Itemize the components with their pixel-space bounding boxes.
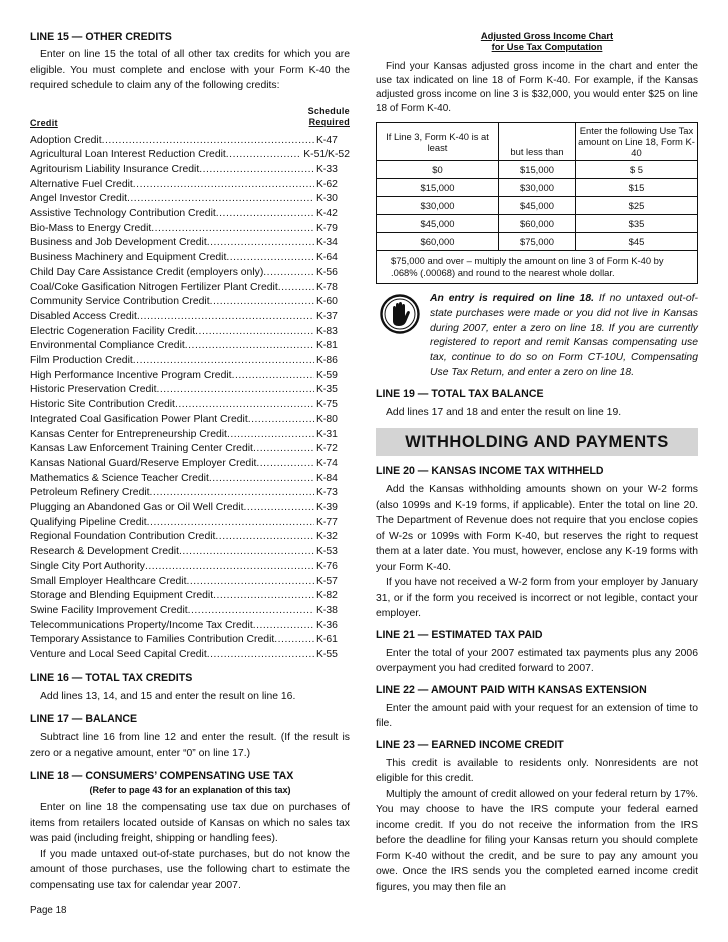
credit-name: Angel Investor Credit	[30, 193, 128, 205]
credit-row	[30, 501, 350, 516]
credit-name: Environmental Compliance Credit	[30, 340, 185, 352]
dot-leader	[213, 589, 314, 604]
credit-name: Business Machinery and Equipment Credit	[30, 252, 227, 264]
credit-name: Storage and Blending Equipment Credit	[30, 590, 214, 602]
chart-header-cell: Enter the following Use Tax amount on Line 18, Form K-40	[576, 123, 698, 161]
chart-row	[377, 233, 698, 251]
schedule-code: K-35	[316, 384, 338, 396]
credit-row	[30, 413, 350, 428]
schedule-code: K-38	[316, 605, 338, 616]
chart-cell: $0	[377, 161, 499, 179]
credit-row	[30, 604, 350, 619]
dot-leader	[133, 354, 314, 369]
schedule-code: K-80	[316, 413, 338, 425]
credit-row	[30, 383, 350, 398]
line15-heading: LINE 15 — OTHER CREDITS	[30, 31, 172, 43]
dot-leader	[147, 516, 314, 531]
schedule-code: K-42	[316, 208, 338, 220]
chart-cell: $45	[576, 233, 698, 251]
credit-name: Small Employer Healthcare Credit	[30, 575, 187, 587]
credit-name: Research & Development Credit	[30, 546, 180, 558]
dot-leader	[145, 560, 314, 575]
line23-text-2: Multiply the amount of credit allowed on your federal return by 17%. You may choose to have the IRS compute your federal earned income credit. If you do not receive the information from the IRS before the deadline for filing your Kansas return you should complete Form K-40 without the credit, and be sure to pay any amount you owe. Once the IRS sends you the completed earned income credit figures, you may then file an	[376, 788, 698, 893]
schedule-code: K-59	[316, 369, 338, 381]
credit-name: Film Production Credit	[30, 355, 133, 367]
chart-note: $75,000 and over – multiply the amount on line 3 of Form K-40 by .068% (.00068) and round to the nearest whole dollar.	[376, 251, 698, 284]
dot-leader	[232, 369, 314, 384]
credit-name: Bio-Mass to Energy Credit	[30, 222, 152, 234]
credit-row	[30, 325, 350, 340]
schedule-code: K-60	[316, 296, 338, 308]
credit-row	[30, 472, 350, 487]
credit-row	[30, 516, 350, 531]
stop-hand-icon	[380, 294, 420, 334]
credit-name: Kansas Center for Entrepreneurship Credit	[30, 428, 227, 440]
line20-text-2: If you have not received a W-2 form from your employer by January 31, or if the form you received is incorrect or not legible, contact your employer.	[376, 577, 698, 620]
credit-name: Plugging an Abandoned Gas or Oil Well Credit	[30, 502, 244, 514]
required-label: Required	[308, 116, 350, 127]
credit-row	[30, 339, 350, 354]
credit-row	[30, 134, 350, 149]
credit-row	[30, 178, 350, 193]
credit-row	[30, 192, 350, 207]
credit-name: Agritourism Liability Insurance Credit	[30, 163, 200, 175]
chart-cell: $15,000	[377, 179, 499, 197]
line15-text: Enter on line 15 the total of all other tax credits for which you are eligible. You must complete and enclose with your Form K-40 the required schedule to claim any of the following credits:	[30, 49, 350, 91]
dot-leader	[216, 207, 314, 222]
credit-name: Telecommunications Property/Income Tax Credit	[30, 619, 253, 631]
schedule-code: K-39	[316, 502, 338, 514]
chart-cell: $ 5	[576, 161, 698, 179]
credit-name: Alternative Fuel Credit	[30, 178, 133, 190]
credit-name: Swine Facility Improvement Credit	[30, 605, 188, 616]
credit-row	[30, 354, 350, 369]
credit-row	[30, 633, 350, 648]
credit-row	[30, 545, 350, 560]
dot-leader	[207, 236, 314, 251]
credit-row	[30, 589, 350, 604]
credit-name: Kansas National Guard/Reserve Employer Credit	[30, 457, 257, 469]
credit-name: Agricultural Loan Interest Reduction Credit	[30, 149, 226, 161]
chart-header-row	[377, 123, 698, 161]
dot-leader	[179, 545, 314, 560]
credit-row	[30, 222, 350, 237]
chart-intro: Find your Kansas adjusted gross income in the chart and enter the use tax indicated on line 18 of Form K-40. For example, if the Kansas adjusted gross income on line 3 is $32,000, you would enter $25 on line 18 of Form K-40.	[376, 61, 698, 114]
chart-title-2: for Use Tax Computation	[491, 41, 603, 52]
credit-row	[30, 236, 350, 251]
credit-name: Petroleum Refinery Credit	[30, 487, 150, 499]
dot-leader	[209, 472, 314, 487]
line22-heading: LINE 22 — AMOUNT PAID WITH KANSAS EXTENSION	[376, 683, 647, 696]
credit-row	[30, 251, 350, 266]
credit-name: Child Day Care Assistance Credit (employers only)	[30, 266, 264, 278]
chart-cell: $25	[576, 197, 698, 215]
schedule-code: K-64	[316, 252, 338, 264]
dot-leader	[256, 457, 314, 472]
credit-column-label: Credit	[30, 117, 58, 128]
schedule-code: K-34	[316, 237, 338, 249]
credit-name: High Performance Incentive Program Credit	[30, 369, 232, 381]
chart-cell: $30,000	[377, 197, 499, 215]
line19-text: Add lines 17 and 18 and enter the result on line 19.	[386, 406, 622, 418]
dot-leader	[207, 648, 314, 663]
dot-leader	[175, 398, 314, 413]
schedule-label: Schedule	[307, 105, 350, 116]
credit-row	[30, 281, 350, 296]
line18-text-1: Enter on line 18 the compensating use tax due on purchases of items from retailers located outside of Kansas on which no sales tax was paid (including freight, shipping or handling fees).	[30, 802, 350, 845]
schedule-code: K-36	[316, 619, 338, 631]
credit-name: Historic Site Contribution Credit	[30, 399, 175, 411]
line18-reference: (Refer to page 43 for an explanation of this tax)	[89, 785, 291, 796]
chart-cell: $45,000	[498, 197, 575, 215]
chart-row	[377, 215, 698, 233]
dot-leader	[127, 192, 314, 207]
schedule-code: K-77	[316, 516, 338, 528]
credit-row	[30, 310, 350, 325]
schedule-code: K-76	[316, 560, 338, 572]
schedule-code: K-74	[316, 457, 338, 469]
line17-text: Subtract line 16 from line 12 and enter the result. (If the result is zero or a negative amount, enter “0” on line 17.)	[30, 732, 350, 759]
credit-row	[30, 442, 350, 457]
credit-row	[30, 369, 350, 384]
credit-row	[30, 148, 350, 163]
dot-leader	[188, 604, 314, 619]
credit-name: Business and Job Development Credit	[30, 237, 207, 249]
dot-leader	[137, 310, 314, 325]
credit-name: Qualifying Pipeline Credit	[30, 516, 147, 528]
dot-leader	[210, 295, 314, 310]
dot-leader	[215, 530, 314, 545]
credit-name: Kansas Law Enforcement Training Center Credit	[30, 443, 253, 455]
schedule-code: K-32	[316, 531, 338, 543]
schedule-code: K-83	[316, 325, 338, 337]
dot-leader	[133, 178, 314, 193]
schedule-code: K-72	[316, 443, 338, 455]
chart-row	[377, 161, 698, 179]
schedule-column-label	[308, 106, 350, 128]
schedule-code: K-79	[316, 222, 338, 234]
chart-cell: $15,000	[498, 161, 575, 179]
schedule-code: K-61	[316, 634, 338, 646]
section-banner: WITHHOLDING AND PAYMENTS	[376, 428, 698, 456]
schedule-code: K-47	[316, 134, 338, 146]
chart-header-cell: If Line 3, Form K-40 is at least	[377, 123, 499, 161]
dot-leader	[226, 148, 301, 163]
schedule-code: K-55	[316, 649, 338, 661]
schedule-code: K-78	[316, 281, 338, 293]
line21-heading: LINE 21 — ESTIMATED TAX PAID	[376, 628, 543, 641]
credit-row	[30, 266, 350, 281]
dot-leader	[150, 486, 314, 501]
line17-heading: LINE 17 — BALANCE	[30, 713, 138, 726]
credit-name: Coal/Coke Gasification Nitrogen Fertilizer Plant Credit	[30, 281, 278, 293]
schedule-code: K-81	[316, 340, 338, 352]
dot-leader	[187, 575, 315, 590]
use-tax-notice	[376, 292, 698, 381]
chart-row	[377, 179, 698, 197]
credits-list	[30, 134, 350, 663]
schedule-code: K-31	[316, 428, 338, 440]
chart-cell: $75,000	[498, 233, 575, 251]
schedule-code: K-53	[316, 546, 338, 558]
credit-row	[30, 530, 350, 545]
line23-text-1: This credit is available to residents only. Nonresidents are not eligible for this credit.	[376, 757, 698, 785]
credit-row	[30, 163, 350, 178]
credit-row	[30, 486, 350, 501]
credit-name: Regional Foundation Contribution Credit	[30, 531, 216, 543]
schedule-code: K-57	[316, 575, 338, 587]
schedule-code: K-86	[316, 355, 338, 367]
schedule-code: K-33	[316, 163, 338, 175]
dot-leader	[226, 251, 314, 266]
credit-name: Integrated Coal Gasification Power Plant Credit	[30, 413, 248, 425]
line16-heading: LINE 16 — TOTAL TAX CREDITS	[30, 671, 193, 684]
credit-row	[30, 398, 350, 413]
line16-text: Add lines 13, 14, and 15 and enter the result on line 16.	[40, 690, 296, 702]
schedule-code: K-30	[316, 193, 338, 205]
dot-leader	[278, 281, 314, 296]
credit-row	[30, 295, 350, 310]
credit-name: Disabled Access Credit	[30, 310, 137, 322]
line20-heading: LINE 20 — KANSAS INCOME TAX WITHHELD	[376, 465, 604, 478]
credit-name: Electric Cogeneration Facility Credit	[30, 325, 196, 337]
chart-header-cell: but less than	[498, 123, 575, 161]
credit-row	[30, 648, 350, 663]
chart-title-1: Adjusted Gross Income Chart	[480, 30, 614, 41]
dot-leader	[253, 619, 314, 634]
dot-leader	[199, 163, 314, 178]
line18-heading: LINE 18 — CONSUMERS’ COMPENSATING USE TAX	[30, 770, 294, 783]
credit-name: Assistive Technology Contribution Credit	[30, 208, 216, 220]
dot-leader	[185, 339, 314, 354]
notice-bold: An entry is required on line 18.	[430, 293, 595, 304]
chart-cell: $60,000	[498, 215, 575, 233]
credits-table-header	[30, 96, 350, 128]
schedule-code: K-62	[316, 178, 338, 190]
chart-cell: $15	[576, 179, 698, 197]
credit-row	[30, 428, 350, 443]
credit-name: Temporary Assistance to Families Contribution Credit	[30, 634, 275, 646]
notice-text	[430, 292, 698, 381]
use-tax-chart	[376, 122, 698, 251]
dot-leader	[244, 501, 314, 516]
credit-name: Adoption Credit	[30, 134, 102, 146]
line20-text-1: Add the Kansas withholding amounts shown on your W-2 forms (also 1099s and K-19 forms, if applicable). Enter the total on line 20. The Department of Revenue does not require that you enclose copies of W-2s or 1099s with Form K-40, but reserves the right to request them at a later date. You must, however, enclose any K-19 forms with your Form K-40.	[376, 484, 698, 573]
chart-row	[377, 197, 698, 215]
credit-name: Single City Port Authority	[30, 560, 145, 572]
line19-heading: LINE 19 — TOTAL TAX BALANCE	[376, 387, 544, 400]
line18-text-2: If you made untaxed out-of-state purchases, but do not know the amount of those purchases, use the following chart to estimate the compensating use tax for calendar year 2007.	[30, 848, 350, 891]
dot-leader	[151, 222, 314, 237]
credit-name: Historic Preservation Credit	[30, 384, 157, 396]
left-column	[30, 30, 350, 893]
credit-row	[30, 560, 350, 575]
chart-cell: $35	[576, 215, 698, 233]
line23-heading: LINE 23 — EARNED INCOME CREDIT	[376, 738, 564, 751]
chart-cell: $30,000	[498, 179, 575, 197]
schedule-code: K-82	[316, 590, 338, 602]
right-column	[376, 30, 698, 895]
dot-leader	[274, 633, 314, 648]
chart-cell: $45,000	[377, 215, 499, 233]
credit-row	[30, 575, 350, 590]
dot-leader	[227, 428, 314, 443]
credit-name: Venture and Local Seed Capital Credit	[30, 649, 207, 661]
credit-name: Community Service Contribution Credit	[30, 296, 210, 308]
dot-leader	[195, 325, 314, 340]
dot-leader	[248, 413, 314, 428]
credit-row	[30, 619, 350, 634]
notice-rest: If no untaxed out-of-state purchases were made or you did not live in Kansas during 2007, enter a zero on line 18. If you are currently registered to report and remit Kansas compensating use tax, continue to do so on Form CT-10U, Compensating Use Tax Return, and enter a zero on line 18.	[430, 293, 699, 378]
line22-text: Enter the amount paid with your request for an extension of time to file.	[376, 702, 698, 730]
credit-row	[30, 207, 350, 222]
dot-leader	[263, 266, 314, 281]
credit-name: Mathematics & Science Teacher Credit	[30, 472, 209, 484]
schedule-code: K-37	[316, 310, 338, 322]
dot-leader	[156, 383, 314, 398]
schedule-code: K-73	[316, 487, 338, 499]
page-number: Page 18	[30, 905, 67, 916]
schedule-code: K-56	[316, 266, 338, 278]
dot-leader	[253, 442, 314, 457]
schedule-code: K-84	[316, 472, 338, 484]
dot-leader	[102, 134, 314, 149]
schedule-code: K-75	[316, 399, 338, 411]
credit-row	[30, 457, 350, 472]
chart-cell: $60,000	[377, 233, 499, 251]
line21-text: Enter the total of your 2007 estimated tax payments plus any 2006 overpayment you had credited forward to 2007.	[376, 647, 698, 675]
schedule-code: K-51/K-52	[303, 149, 350, 161]
